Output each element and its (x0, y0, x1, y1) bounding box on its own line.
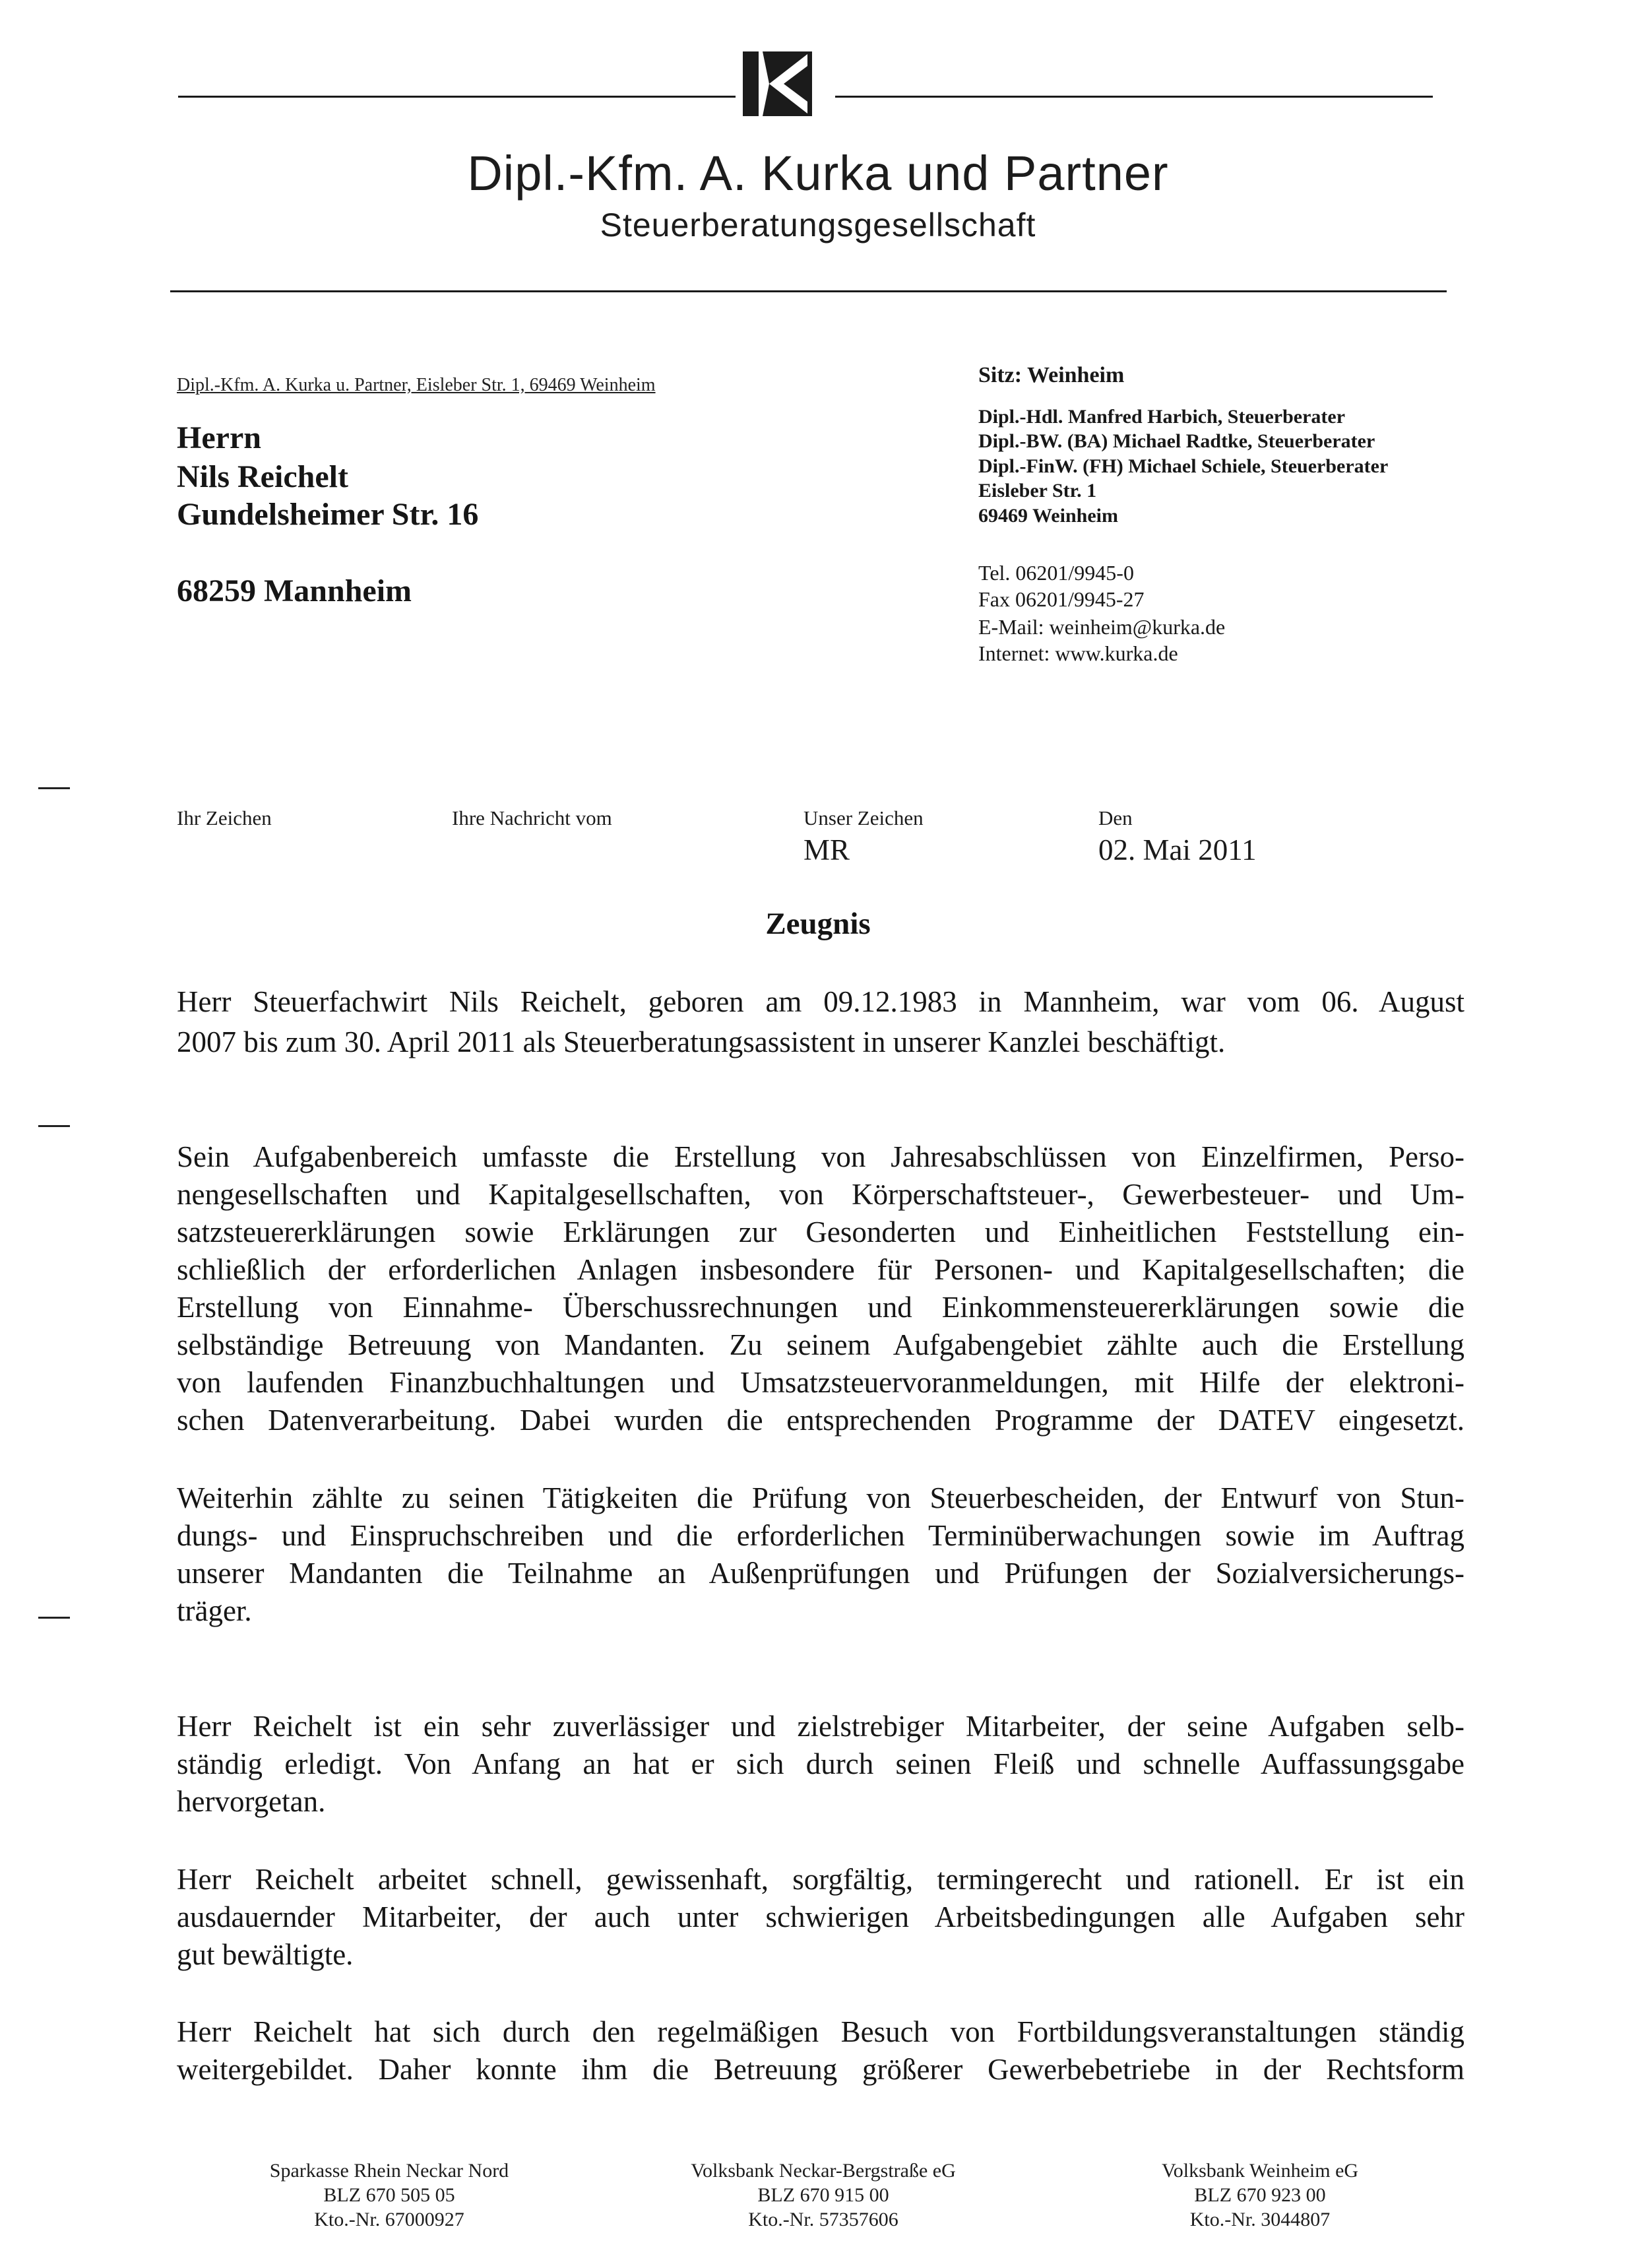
body-line: weitergebildet. Daher konnte ihm die Betreuung größerer Gewerbebetriebe in der Rechtsform (177, 2053, 1464, 2086)
firm-seat: Sitz: Weinheim (978, 363, 1125, 387)
body-line: dungs- und Einspruchschreiben und die erforderlichen Terminüberwachungen sowie im Auftrag (177, 1519, 1464, 1552)
body-line: unserer Mandanten die Teilnahme an Außenprüfungen und Prüfungen der Sozialversicherungs- (177, 1557, 1464, 1590)
body-line: selbständige Betreuung von Mandanten. Zu seinem Aufgabengebiet zählte auch die Erstellung (177, 1328, 1464, 1361)
footer-bank-3-name: Volksbank Weinheim eG (1161, 2160, 1359, 2182)
body-line: träger. (177, 1594, 252, 1627)
body-line: Erstellung von Einnahme- Überschussrechnungen und Einkommensteuererklärungen sowie die (177, 1291, 1464, 1324)
body-line: Herr Steuerfachwirt Nils Reichelt, geboren am 09.12.1983 in Mannheim, war vom 06. August (177, 985, 1464, 1018)
document-title: Zeugnis (765, 907, 871, 941)
partner-line: Dipl.-Hdl. Manfred Harbich, Steuerberater (978, 406, 1346, 428)
kurka-k-logo-icon (743, 51, 812, 116)
firm-street: Eisleber Str. 1 (978, 480, 1097, 502)
firm-subtitle: Steuerberatungsgesellschaft (600, 207, 1036, 243)
body-line: Weiterhin zählte zu seinen Tätigkeiten die Prüfung von Steuerbescheiden, der Entwurf von Stun- (177, 1481, 1464, 1514)
firm-phone: Tel. 06201/9945-0 (978, 561, 1134, 585)
firm-name: Dipl.-Kfm. A. Kurka und Partner (467, 146, 1169, 201)
fold-mark (38, 1617, 70, 1619)
footer-bank-3-blz: BLZ 670 923 00 (1194, 2184, 1326, 2206)
date-value: 02. Mai 2011 (1098, 833, 1257, 866)
header-rule-right (835, 96, 1433, 98)
recipient-street: Gundelsheimer Str. 16 (177, 497, 479, 532)
date-label: Den (1098, 806, 1133, 829)
unser-zeichen-label: Unser Zeichen (803, 806, 924, 829)
unser-zeichen-value: MR (803, 833, 850, 866)
footer-bank-1-blz: BLZ 670 505 05 (323, 2184, 455, 2206)
footer-bank-2-kto: Kto.-Nr. 57357606 (748, 2209, 898, 2230)
body-line: 2007 bis zum 30. April 2011 als Steuerberatungsassistent in unserer Kanzlei beschäftigt. (177, 1025, 1226, 1058)
recipient-name: Nils Reichelt (177, 459, 348, 494)
body-line: ausdauernder Mitarbeiter, der auch unter schwierigen Arbeitsbedingungen alle Aufgaben sehr (177, 1900, 1464, 1933)
recipient-city: 68259 Mannheim (177, 573, 412, 608)
body-line: gut bewältigte. (177, 1938, 354, 1971)
body-line: Herr Reichelt hat sich durch den regelmäßigen Besuch von Fortbildungsveranstaltungen ständig (177, 2015, 1464, 2048)
footer-bank-2-blz: BLZ 670 915 00 (757, 2184, 889, 2206)
header-rule-left (178, 96, 736, 98)
ihre-nachricht-label: Ihre Nachricht vom (452, 806, 612, 829)
body-line: hervorgetan. (177, 1785, 326, 1818)
sender-return-line: Dipl.-Kfm. A. Kurka u. Partner, Eisleber Str. 1, 69469 Weinheim (177, 375, 656, 395)
body-line: ständig erledigt. Von Anfang an hat er sich durch seinen Fleiß und schnelle Auffassungsgabe (177, 1747, 1464, 1780)
body-line: schen Datenverarbeitung. Dabei wurden die entsprechenden Programme der DATEV eingesetzt. (177, 1404, 1464, 1437)
body-line: Herr Reichelt arbeitet schnell, gewissenhaft, sorgfältig, termingerecht und rationell. Er ist ein (177, 1863, 1464, 1896)
firm-fax: Fax 06201/9945-27 (978, 587, 1145, 611)
body-line: von laufenden Finanzbuchhaltungen und Umsatzsteuervoranmeldungen, mit Hilfe der elektroni- (177, 1366, 1464, 1399)
firm-email: E-Mail: weinheim@kurka.de (978, 615, 1226, 639)
body-line: Sein Aufgabenbereich umfasste die Erstellung von Jahresabschlüssen von Einzelfirmen, Perso- (177, 1140, 1464, 1173)
ihr-zeichen-label: Ihr Zeichen (177, 806, 272, 829)
footer-bank-2-name: Volksbank Neckar-Bergstraße eG (691, 2160, 956, 2182)
body-line: nengesellschaften und Kapitalgesellschaften, von Körperschaftsteuer-, Gewerbesteuer- und Um- (177, 1178, 1464, 1211)
body-line: schließlich der erforderlichen Anlagen insbesondere für Personen- und Kapitalgesellschaften; die (177, 1253, 1464, 1286)
footer-bank-1-name: Sparkasse Rhein Neckar Nord (269, 2160, 509, 2182)
partner-line: Dipl.-BW. (BA) Michael Radtke, Steuerberater (978, 430, 1375, 452)
footer-bank-3-kto: Kto.-Nr. 3044807 (1189, 2209, 1331, 2230)
fold-mark (38, 787, 70, 789)
partner-line: Dipl.-FinW. (FH) Michael Schiele, Steuerberater (978, 455, 1389, 477)
body-line: Herr Reichelt ist ein sehr zuverlässiger und zielstrebiger Mitarbeiter, der seine Aufgaben selb- (177, 1710, 1464, 1743)
header-bottom-rule (170, 290, 1447, 292)
fold-mark (38, 1125, 70, 1127)
firm-website: Internet: www.kurka.de (978, 641, 1178, 665)
body-line: satzsteuererklärungen sowie Erklärungen zur Gesonderten und Einheitlichen Feststellung ein- (177, 1215, 1464, 1248)
footer-bank-1-kto: Kto.-Nr. 67000927 (314, 2209, 464, 2230)
firm-city: 69469 Weinheim (978, 505, 1118, 527)
recipient-salutation: Herrn (177, 420, 261, 455)
